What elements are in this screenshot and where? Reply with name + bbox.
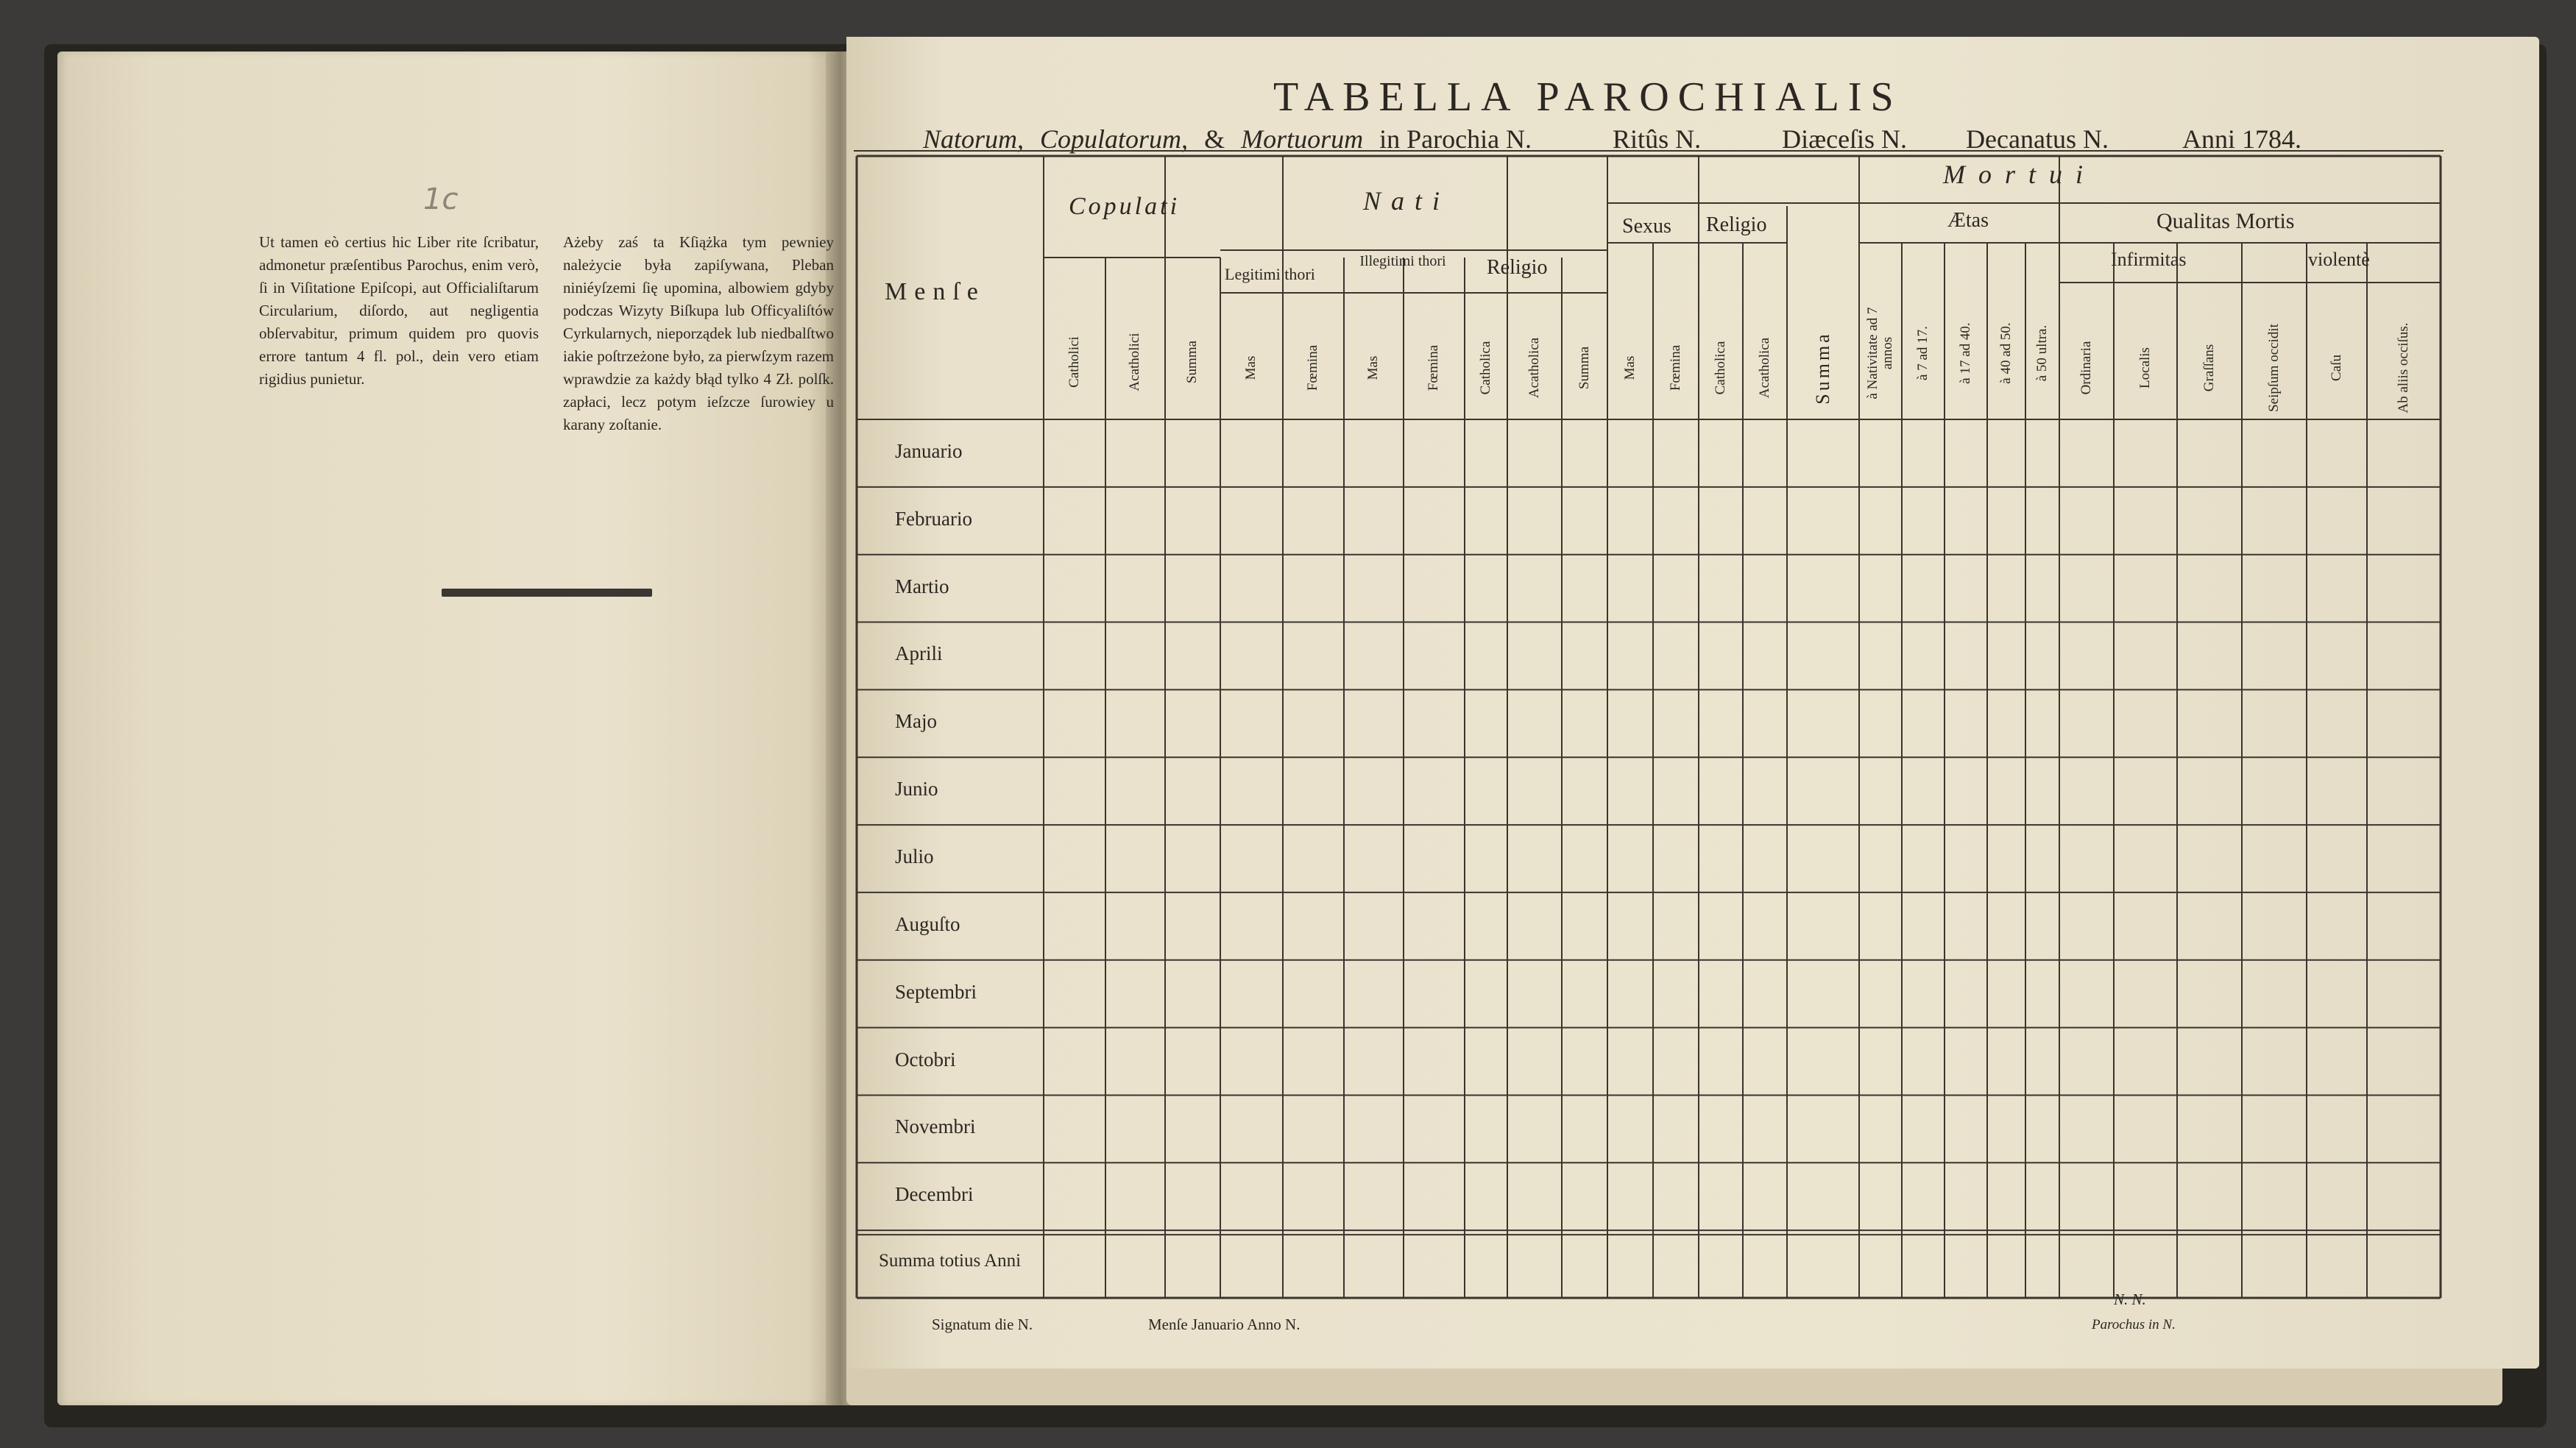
footer-signatum: Signatum die N. [932,1316,1033,1333]
row-label-month: Octobri [895,1048,956,1071]
column-label: Summa [1184,340,1200,384]
column-label: Catholica [1713,341,1728,395]
column-label: Catholica [1478,341,1493,395]
footer-nn: N. N. [2114,1291,2146,1308]
column-label: Acatholica [1757,337,1772,399]
header-copulati: Copulati [1069,193,1181,220]
column-label: Caſu [2329,355,2344,381]
row-label-month: Auguſto [895,912,960,935]
header-religio-nati: Religio [1487,256,1548,279]
subtitle-parochia: in Parochia N. [1379,124,1532,154]
header-nati: Nati [1363,186,1451,216]
subtitle-ampersand: & [1204,124,1225,154]
row-label-month: Septembri [895,980,977,1003]
row-label-month: Januario [895,439,963,462]
column-label: Summa [1577,346,1592,390]
column-label: Fœmina [1305,344,1320,391]
column-label: Acatholica [1526,337,1542,399]
subtitle-natorum: Natorum, [923,124,1025,154]
footer-mense: Menſe Januario Anno N. [1148,1316,1301,1333]
table-grid [854,147,2444,1310]
row-label-month: Novembri [895,1115,976,1138]
header-qualitas: Qualitas Mortis [2156,209,2295,233]
latin-note: Ut tamen eò certius hic Liber rite ſcribatur, admonetur præſentibus Parochus, enim verò, ſi in Viſitatione Epiſcopi, aut Officialiſtarum Circularium, diſordo, aut negligentia obſervabitur, primum quidem pro quovis errore tantum 4 fl. pol., dein vero etiam rigidius punietur. [259,233,539,388]
footer-parochus: Parochus in N. [2092,1317,2176,1332]
column-label: Seipſum occidit [2266,324,2282,412]
column-label: Summa [1812,331,1833,405]
header-aetas: Ætas [1947,209,1989,232]
column-label: à 50 ultra. [2034,324,2050,382]
header-sexus: Sexus [1622,215,1671,238]
subtitle-diaecesis: Diæceſis N. [1782,124,1908,154]
row-label-month: Februario [895,507,972,530]
header-mortui: Mortui [1943,160,2097,189]
column-label: Fœmina [1668,344,1683,391]
column-label: Mas [1243,355,1259,380]
subtitle-decanatus: Decanatus N. [1966,124,2109,154]
header-mense: Menſe [885,278,986,305]
column-label: Fœmina [1426,344,1441,391]
column-label: Localis [2137,347,2153,388]
column-label: à 7 ad 17. [1915,326,1931,380]
page-title: TABELLA PAROCHIALIS [1273,74,1903,120]
ornamental-rule [442,589,652,597]
row-label-month: Aprili [895,642,943,665]
polish-note: Ażeby zaś ta Kſiążka tym pewniey należycie była zapiſywana, Pleban niniéyſzemi ſię upomina, albowiem gdyby podczas Wizyty Biſkupa lub Officyaliſtów Cyrkularnych, nieporządek lub niedbalſtwo iakie poſtrzeżone było, za pierwſzym razem wprawdzie za każdy błąd tylko 4 Zł. polſk. zapłaci, lecz potym ieſzcze ſurowiey u karany zoſtanie. [563,233,834,433]
row-label-month: Majo [895,710,937,733]
row-label-summa: Summa totius Anni [879,1251,1022,1271]
subtitle-ritus: Ritûs N. [1613,124,1702,154]
header-infirmitas: Infirmitas [2111,249,2187,270]
column-label: Catholici [1066,336,1082,388]
column-label: à 40 ad 50. [1998,322,2014,384]
row-label-month: Decembri [895,1183,974,1206]
subtitle-mortuorum: Mortuorum [1241,124,1364,154]
row-label-month: Julio [895,845,934,867]
column-label: Ab aliis occiſus. [2396,322,2411,414]
handwritten-mark: 1c [423,182,459,216]
header-violente: violentè [2308,249,2370,270]
header-religio-mortui: Religio [1706,213,1767,236]
row-label-month: Martio [895,575,949,597]
header-illegitimi: Illegitimi thori [1359,253,1446,269]
column-label: Acatholici [1127,333,1142,391]
column-label: Ordinaria [2078,341,2094,395]
column-label: Graſſans [2201,344,2217,392]
column-label: à 17 ad 40. [1958,322,1973,384]
column-label: Mas [1365,355,1381,380]
register-table [854,147,2444,1310]
column-label: à Nativitate ad 7 annos [1865,307,1895,400]
header-legitimi: Legitimi thori [1225,265,1315,283]
row-label-month: Junio [895,778,938,801]
subtitle-anni: Anni 1784. [2182,124,2301,154]
subtitle-copulatorum: Copulatorum, [1040,124,1189,154]
column-label: Mas [1622,355,1638,380]
